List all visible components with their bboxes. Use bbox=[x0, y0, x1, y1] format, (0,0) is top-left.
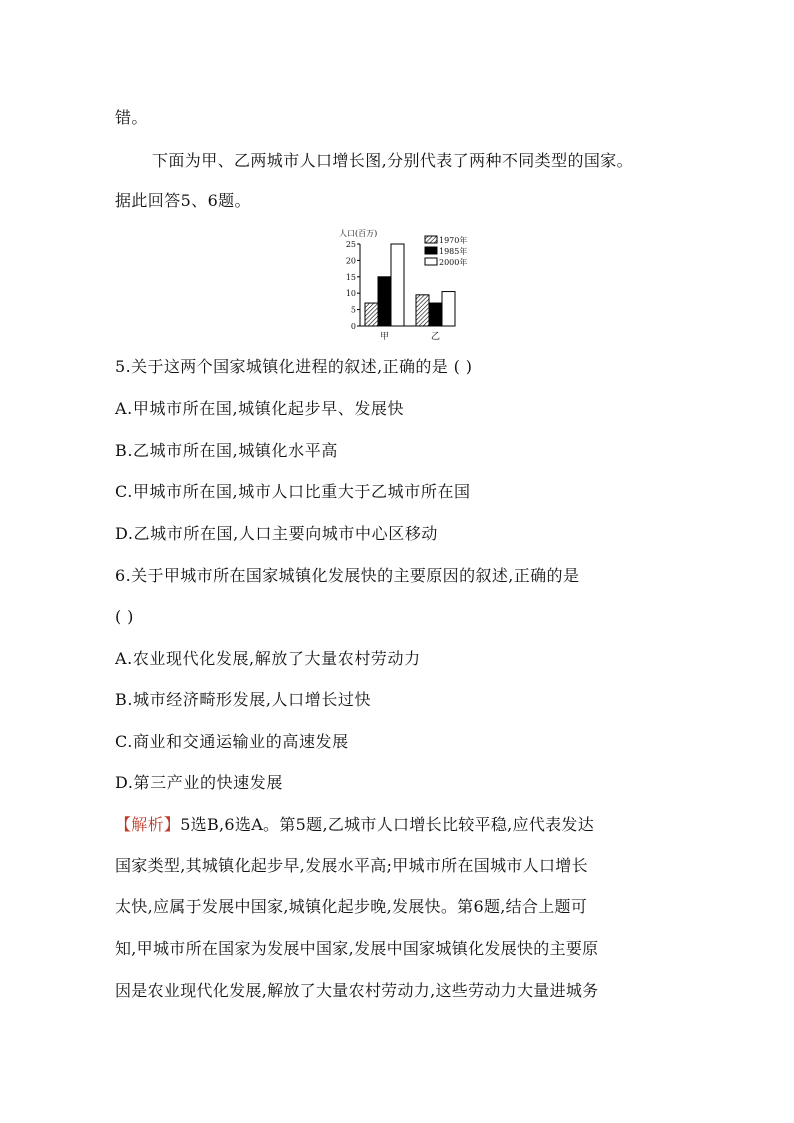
analysis-line-3: 太快,应属于发展中国家,城镇化起步晚,发展快。第6题,结合上题可 bbox=[115, 897, 588, 916]
legend-label: 1970年 bbox=[439, 236, 468, 245]
y-tick-label: 15 bbox=[345, 272, 356, 282]
q6-option-c: C.商业和交通运输业的高速发展 bbox=[115, 732, 349, 751]
intro-line-0: 错。 bbox=[115, 108, 148, 127]
intro-line-1: 下面为甲、乙两城市人口增长图,分别代表了两种不同类型的国家。 bbox=[152, 151, 634, 170]
bar bbox=[378, 277, 391, 326]
y-tick-label: 20 bbox=[345, 256, 356, 266]
x-tick-label: 乙 bbox=[430, 332, 441, 342]
analysis-line-5: 因是农业现代化发展,解放了大量农村劳动力,这些劳动力大量进城务 bbox=[115, 981, 599, 1000]
intro-line-2: 据此回答5、6题。 bbox=[115, 191, 251, 210]
analysis-tag: 【解析】 bbox=[115, 815, 181, 834]
legend-label: 2000年 bbox=[439, 258, 468, 267]
legend-swatch bbox=[425, 247, 437, 254]
population-bar-chart bbox=[334, 228, 480, 344]
bar bbox=[429, 303, 442, 326]
x-tick-label: 甲 bbox=[379, 332, 390, 342]
analysis-line-1-text: 5选B,6选A。第5题,乙城市人口增长比较平稳,应代表发达 bbox=[180, 815, 595, 834]
bar bbox=[365, 303, 378, 326]
legend-swatch bbox=[425, 236, 437, 243]
q6-option-d: D.第三产业的快速发展 bbox=[115, 773, 283, 792]
analysis-line-4: 知,甲城市所在国家为发展中国家,发展中国家城镇化发展快的主要原 bbox=[115, 939, 599, 958]
q5-option-d: D.乙城市所在国,人口主要向城市中心区移动 bbox=[115, 524, 439, 543]
bar bbox=[416, 295, 429, 326]
analysis-line-2: 国家类型,其城镇化起步早,发展水平高;甲城市所在国城市人口增长 bbox=[115, 856, 588, 875]
q5-stem: 5.关于这两个国家城镇化进程的叙述,正确的是 ( ) bbox=[115, 357, 473, 376]
bar bbox=[391, 244, 404, 326]
y-axis-label: 人口(百万) bbox=[339, 229, 378, 238]
y-tick-label: 25 bbox=[345, 240, 356, 249]
legend-swatch bbox=[425, 258, 437, 265]
q6-option-b: B.城市经济畸形发展,人口增长过快 bbox=[115, 690, 372, 709]
y-tick-label: 0 bbox=[350, 322, 356, 331]
bar bbox=[442, 292, 455, 326]
y-tick-label: 10 bbox=[345, 289, 356, 299]
y-tick-label: 5 bbox=[350, 305, 356, 315]
q5-option-c: C.甲城市所在国,城市人口比重大于乙城市所在国 bbox=[115, 482, 471, 501]
q6-paren: ( ) bbox=[115, 607, 134, 626]
legend-label: 1985年 bbox=[439, 247, 468, 256]
q5-option-a: A.甲城市所在国,城镇化起步早、发展快 bbox=[115, 399, 405, 418]
q5-option-b: B.乙城市所在国,城镇化水平高 bbox=[115, 441, 338, 460]
q6-option-a: A.农业现代化发展,解放了大量农村劳动力 bbox=[115, 649, 421, 668]
analysis-line-1 bbox=[115, 814, 594, 836]
q6-stem: 6.关于甲城市所在国家城镇化发展快的主要原因的叙述,正确的是 bbox=[115, 566, 580, 585]
